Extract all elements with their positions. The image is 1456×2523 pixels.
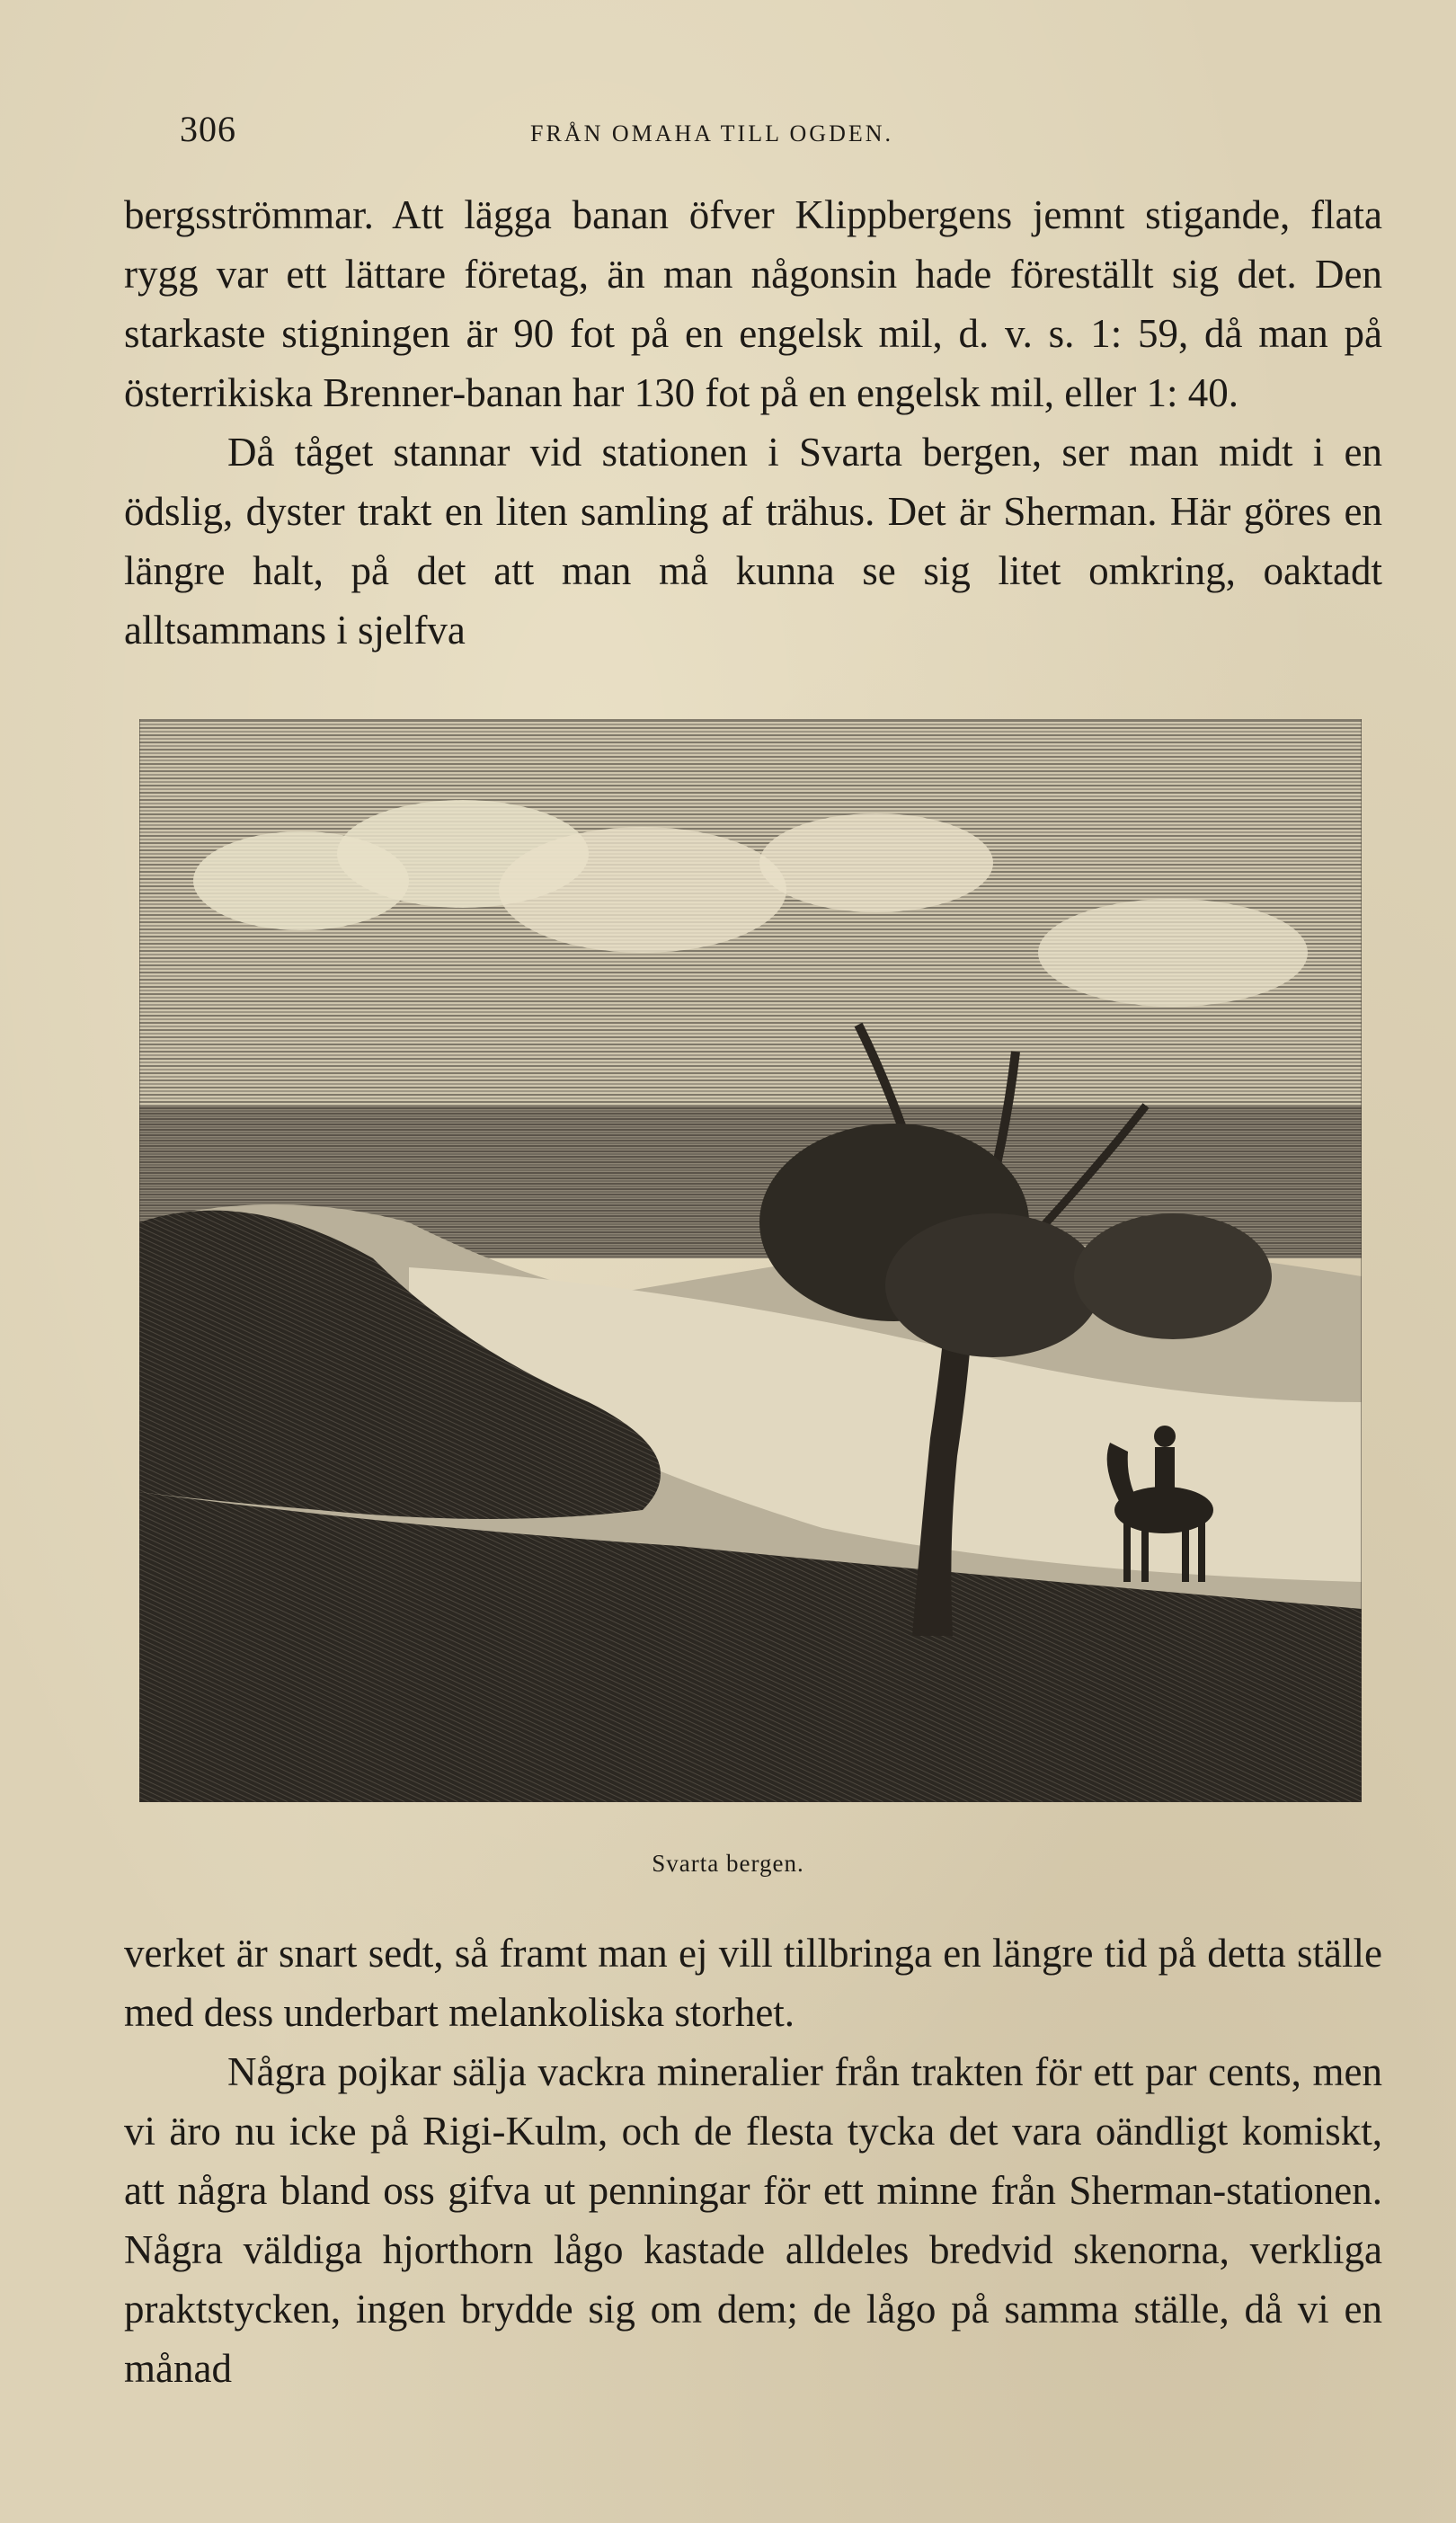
running-header [180,108,1375,162]
paragraph: bergsströmmar. Att lägga banan öfver Klippbergens jemnt stigande, flata rygg var ett lättare företag, än man någonsin hade föreställt sig det. Den starkaste stigningen är 90 fot på en engelsk mil, d. v. s. 1: 59, då man på österrikiska Brenner-banan har 130 fot på en engelsk mil, eller 1: 40. [124,192,1382,415]
engraving-landscape-image [139,719,1362,1802]
running-title: FRÅN OMAHA TILL OGDEN. [530,120,893,147]
text-block-top [124,185,1382,660]
paragraph: verket är snart sedt, så framt man ej vill tillbringa en längre tid på detta ställe med dess underbart melankoliska storhet. [124,1931,1382,2035]
text-block-bottom [124,1923,1382,2398]
page-number: 306 [180,109,236,149]
engraving-illustration [139,719,1362,1802]
paragraph: Några pojkar sälja vackra mineralier från trakten för ett par cents, men vi äro nu icke på Rigi-Kulm, och de flesta tycka det vara oändligt komiskt, att några bland oss gifva ut penningar för ett minne från Sherman-stationen. Några väldiga hjorthorn lågo kastade alldeles bredvid skenorna, verkliga praktstycken, ingen brydde sig om dem; de lågo på samma ställe, då vi en månad [124,2049,1382,2391]
figure-caption: Svarta bergen. [652,1850,804,1877]
paragraph: Då tåget stannar vid stationen i Svarta bergen, ser man midt i en ödslig, dyster trakt en liten samling af trähus. Det är Sherman. Här göres en längre halt, på det att man må kunna se sig litet omkring, oaktadt alltsammans i sjelfva [124,430,1382,653]
